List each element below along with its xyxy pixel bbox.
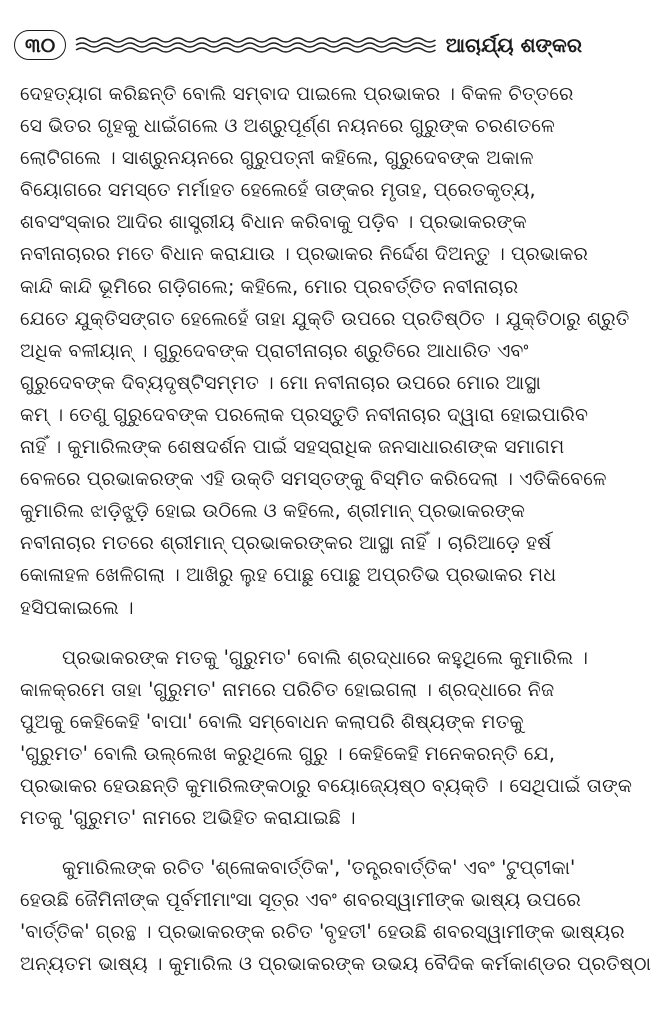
paragraph-3 <box>20 852 651 980</box>
text-line: ଶବସଂସ୍କାର ଆଦିର ଶାସ୍ତ୍ରୀୟ ବିଧାନ କରିବାକୁ ପଡ଼ିବ । ପ୍ରଭାକରଙ୍କ <box>20 210 527 234</box>
text-line: କାଳକ୍ରମେ ତାହା 'ଗୁରୁମତ' ନାମରେ ପରିଚିତ ହୋଇଗଲା । ଶ୍ରଦ୍ଧାରେ ନିଜ <box>20 677 555 701</box>
text-line: ପ୍ରଭାକରଙ୍କ ମତକୁ 'ଗୁରୁମତ' ବୋଲି ଶ୍ରଦ୍ଧାରେ କହୁଥିଲେ କୁମାରିଲ । <box>62 645 589 669</box>
text-line: ନବୀନାଚାର ମତରେ ଶ୍ରୀମାନ୍ ପ୍ରଭାକରଙ୍କର ଆସ୍ଥା ନାହିଁ । ଚାରିଆଡ଼େ ହର୍ଷ <box>20 531 552 555</box>
text-line: ମତକୁ 'ଗୁରୁମତ' ନାମରେ ଅଭିହିତ କରାଯାଇଛି । <box>20 806 356 830</box>
text-line: ଲୋଟିଗଲେ । ସାଶ୍ରୁନୟନରେ ଗୁରୁପତ୍ନୀ କହିଲେ, ଗୁରୁଦେବଙ୍କ ଅକାଳ <box>20 146 534 170</box>
text-line: 'ଗୁରୁମତ' ବୋଲି ଉଲ୍ଲେଖ କରୁଥିଲେ ଗୁରୁ । କେହିକେହି ମନେକରନ୍ତି ଯେ, <box>20 741 556 765</box>
page-number: ୩୦ <box>14 30 66 60</box>
text-line: ପ୍ରଭାକର ହେଉଛନ୍ତି କୁମାରିଲଙ୍କଠାରୁ ବୟୋଜ୍ୟେଷ୍ଠ ବ୍ୟକ୍ତି । ସେଥିପାଇଁ ତାଙ୍କ <box>20 773 633 797</box>
text-line: ନାହିଁ । କୁମାରିଲଙ୍କ ଶେଷଦର୍ଶନ ପାଇଁ ସହସ୍ରାଧିକ ଜନସାଧାରଣଙ୍କ ସମାଗମ <box>20 435 565 459</box>
text-line: 'ବାର୍ତ୍ତିକ' ଗ୍ରନ୍ଥ । ପ୍ରଭାକରଙ୍କ ରଚିତ 'ବୃହତୀ' ହେଉଛି ଶବରସ୍ୱାମୀଙ୍କ ଭାଷ୍ୟର <box>20 920 625 944</box>
text-line: ବିୟୋଗରେ ସମସ୍ତେ ମର୍ମାହତ ହେଲେହେଁ ତାଙ୍କର ମୃତାହ, ପ୍ରେତକୃତ୍ୟ, <box>20 178 536 202</box>
text-line: ସେ ଭିତର ଗୃହକୁ ଧାଇଁଗଲେ ଓ ଅଶ୍ରୁପୂର୍ଣ୍ଣ ନୟନରେ ଗୁରୁଙ୍କ ଚରଣତଳେ <box>20 114 555 138</box>
text-line: ହେଉଛି ଜୈମିନୀଙ୍କ ପୂର୍ବମୀମାଂସା ସୂତ୍ର ଏବଂ ଶବରସ୍ୱାମୀଙ୍କ ଭାଷ୍ୟ ଉପରେ <box>20 888 581 912</box>
running-title: ଆଚାର୍ଯ୍ୟ ଶଙ୍କର <box>445 33 582 57</box>
text-line: ଅନ୍ୟତମ ଭାଷ୍ୟ । କୁମାରିଲ ଓ ପ୍ରଭାକରଙ୍କ ଉଭୟ ବୈଦିକ କର୍ମକାଣ୍ଡର ପ୍ରତିଷ୍ଠା <box>20 952 651 976</box>
text-line: କମ୍ । ତେଣୁ ଗୁରୁଦେବଙ୍କ ପରଲୋକ ପ୍ରସ୍ତୁତି ନବୀନାଚାର ଦ୍ୱାରା ହୋଇପାରିବ <box>20 402 589 426</box>
text-line: କୁମାରିଲଙ୍କ ରଚିତ 'ଶ୍ଳୋକବାର୍ତ୍ତିକ', 'ତନ୍ତ୍ରବାର୍ତ୍ତିକ' ଏବଂ 'ଟୁପ୍‌ଟୀକା' <box>62 856 576 880</box>
text-line: ଯେତେ ଯୁକ୍ତିସଙ୍ଗତ ହେଲେହେଁ ତାହା ଯୁକ୍ତି ଉପରେ ପ୍ରତିଷ୍ଠିତ । ଯୁକ୍ତିଠାରୁ ଶ୍ରୁତି <box>20 306 630 330</box>
text-line: ନବୀନାଚାରର ମତେ ବିଧାନ କରାଯାଉ । ପ୍ରଭାକର ନିର୍ଦ୍ଦେଶ ଦିଅନ୍ତୁ । ପ୍ରଭାକର <box>20 242 589 266</box>
text-line: ବେଳରେ ପ୍ରଭାକରଙ୍କ ଏହି ଉକ୍ତି ସମସ୍ତଙ୍କୁ ବିସ୍ମିତ କରିଦେଲା । ଏତିକିବେଳେ <box>20 467 607 491</box>
body-text <box>20 78 651 999</box>
paragraph-2 <box>20 642 633 835</box>
text-line: କୋଳାହଳ ଖେଳିଗଲା । ଆଖିରୁ ଲୁହ ପୋଛୁ ପୋଛୁ ଅପ୍ରତିଭ ପ୍ରଭାକର ମଧ <box>20 563 557 587</box>
wavy-rule-ornament <box>76 35 435 55</box>
text-line: ହସିପକାଇଲେ । <box>20 595 134 619</box>
text-line: କୁମାରିଲ ଝାଡ଼ିଝୁଡ଼ି ହୋଇ ଉଠିଲେ ଓ କହିଲେ, ଶ୍ରୀମାନ୍ ପ୍ରଭାକରଙ୍କ <box>20 499 526 523</box>
text-line: ପୁଅକୁ କେହିକେହି 'ବାପା' ବୋଲି ସମ୍ବୋଧନ କଲାପରି ଶିଷ୍ୟଙ୍କ ମତକୁ <box>20 709 524 733</box>
text-line: ଗୁରୁଦେବଙ୍କ ଦିବ୍ୟଦୃଷ୍ଟିସମ୍ମତ । ମୋ ନବୀନାଚାର ଉପରେ ମୋର ଆସ୍ଥା <box>20 370 541 394</box>
page-header <box>14 28 582 62</box>
text-line: ଦେହତ୍ୟାଗ କରିଛନ୍ତି ବୋଲି ସମ୍ବାଦ ପାଇଲେ ପ୍ରଭାକର । ବିକଳ ଚିତ୍ତରେ <box>20 82 574 105</box>
text-line: କାନ୍ଦି କାନ୍ଦି ଭୂମିରେ ଗଡ଼ିଗଲେ; କହିଲେ, ମୋର ପ୍ରବର୍ତ୍ତିତ ନବୀନାଚାର <box>20 274 519 298</box>
paragraph-1 <box>20 78 630 624</box>
text-line: ଅଧିକ ବଳୀୟାନ୍ । ଗୁରୁଦେବଙ୍କ ପ୍ରାଚୀନାଚାର ଶ୍ରୁତିରେ ଆଧାରିତ ଏବଂ <box>20 338 529 362</box>
